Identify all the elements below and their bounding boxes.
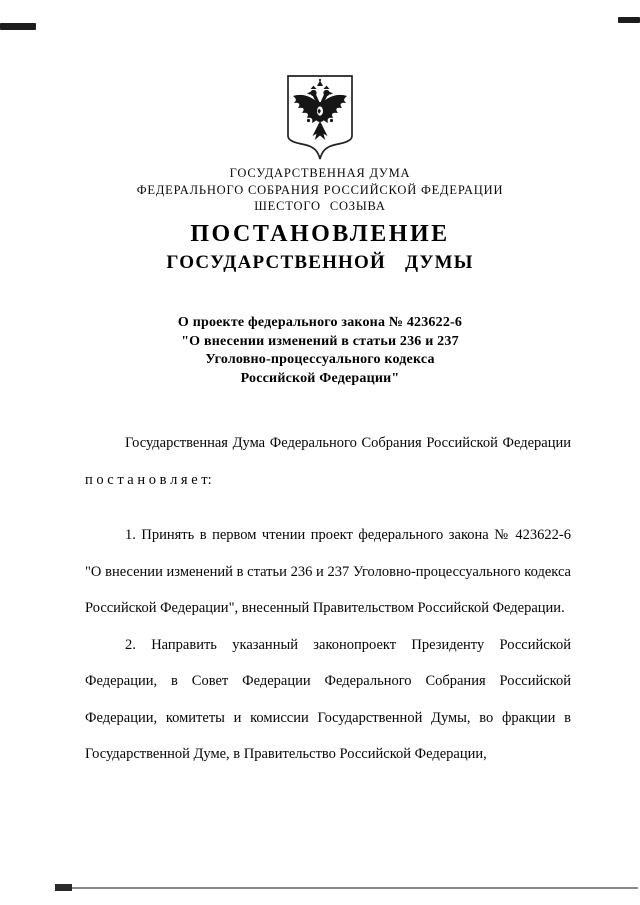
scan-artifact-bottom-line <box>55 887 638 889</box>
emblem-plaque <box>286 74 354 162</box>
subject-block <box>0 314 640 388</box>
body-paragraph-item-1: 1. Принять в первом чтении проект федерального закона № 423622-6 "О внесении изменений в статьи 236 и 237 Уголовно-процессуального кодекса Российской Федерации", внесенный Правительством Российской Федерации. <box>85 527 571 616</box>
org-name-line: ГОСУДАРСТВЕННАЯ ДУМА <box>229 166 411 180</box>
issuing-authority <box>0 165 640 215</box>
document-body <box>85 425 571 773</box>
scan-artifact-bottom-blob <box>55 884 72 891</box>
body-paragraph-resolves: Государственная Дума Федерального Собрания Российской Федерации п о с т а н о в л я е т: <box>85 435 571 488</box>
document-title: ПОСТАНОВЛЕНИЕ <box>190 221 450 247</box>
subject-line: "О внесении изменений в статьи 236 и 237 <box>181 333 459 349</box>
double-headed-eagle-icon <box>286 74 354 162</box>
subject-line: Уголовно-процессуального кодекса <box>205 352 435 367</box>
org-name-line: ФЕДЕРАЛЬНОГО СОБРАНИЯ РОССИЙСКОЙ ФЕДЕРАЦИИ <box>136 182 504 197</box>
scan-artifact-top-right <box>618 17 640 23</box>
org-convocation-line: ШЕСТОГО СОЗЫВА <box>254 199 386 213</box>
document-subtitle: ГОСУДАРСТВЕННОЙ ДУМЫ <box>166 252 474 273</box>
scan-artifact-top-left <box>0 23 36 30</box>
subject-line: Российской Федерации" <box>240 370 400 386</box>
body-paragraph-item-2: 2. Направить указанный законопроект Президенту Российской Федерации, в Совет Федерации Федерального Собрания Российской Федерации, комитеты и комиссии Государственной Думы, во фракции в Государственной Думе, в Правительство Российской Федерации, <box>85 636 571 762</box>
subject-line: О проекте федерального закона № 423622-6 <box>177 315 463 330</box>
